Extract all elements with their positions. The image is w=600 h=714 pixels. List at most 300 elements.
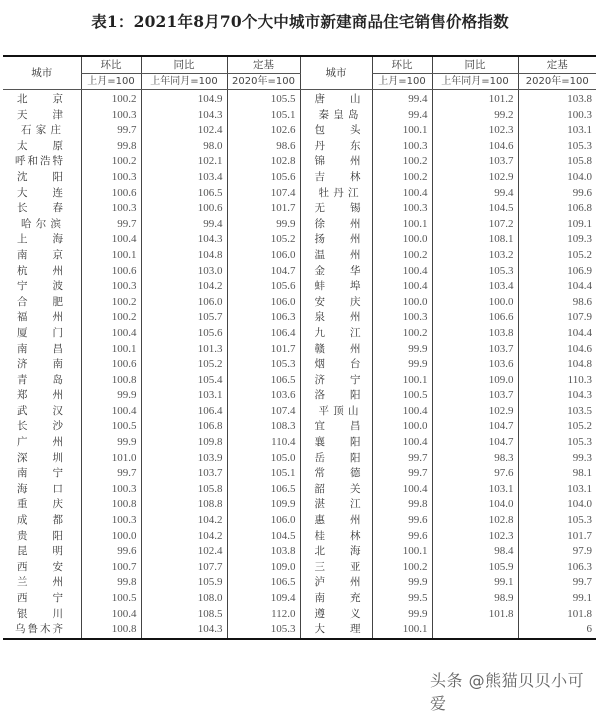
fixed-value-left: 106.5	[227, 373, 300, 389]
table-row	[3, 170, 596, 186]
city-name-left	[3, 497, 81, 513]
city-name-left	[3, 607, 81, 623]
city-name-left	[3, 575, 81, 591]
city-label: 西安	[17, 560, 63, 573]
yoy-value-right: 98.9	[432, 591, 518, 607]
table-row	[3, 388, 596, 404]
fixed-value-right: 98.1	[518, 466, 596, 482]
yoy-value-right: 103.1	[432, 482, 518, 498]
yoy-value-right: 97.6	[432, 466, 518, 482]
table-row	[3, 404, 596, 420]
mom-value-right: 99.9	[372, 342, 432, 358]
city-label: 郑州	[17, 389, 63, 402]
city-name-right	[300, 357, 372, 373]
city-label: 桂林	[314, 529, 361, 542]
yoy-value-right: 98.3	[432, 451, 518, 467]
city-name-right	[300, 373, 372, 389]
city-name-left	[3, 264, 81, 280]
yoy-value-left: 104.2	[141, 513, 227, 529]
yoy-value-left: 106.8	[141, 419, 227, 435]
fixed-value-right: 106.9	[518, 264, 596, 280]
yoy-value-right: 108.1	[432, 232, 518, 248]
city-label: 武汉	[17, 404, 63, 417]
yoy-value-left: 104.2	[141, 279, 227, 295]
yoy-value-left: 103.0	[141, 264, 227, 280]
city-label: 南京	[17, 248, 63, 261]
fixed-value-left: 105.5	[227, 90, 300, 108]
mom-value-left: 100.3	[81, 513, 141, 529]
mom-value-right: 99.6	[372, 529, 432, 545]
fixed-value-left: 110.4	[227, 435, 300, 451]
city-name-right	[300, 404, 372, 420]
city-name-right	[300, 186, 372, 202]
yoy-value-right: 98.4	[432, 544, 518, 560]
city-label: 宁波	[17, 280, 63, 293]
mom-value-left: 99.7	[81, 217, 141, 233]
mom-value-left: 100.2	[81, 310, 141, 326]
table-row	[3, 154, 596, 170]
table-row	[3, 326, 596, 342]
yoy-value-right: 103.4	[432, 279, 518, 295]
yoy-value-right: 103.8	[432, 326, 518, 342]
header-mom-base-left: 上月=100	[81, 74, 141, 90]
table-row	[3, 607, 596, 623]
fixed-value-left: 109.4	[227, 591, 300, 607]
fixed-value-right: 6	[518, 622, 596, 639]
city-name-right	[300, 201, 372, 217]
city-name-right	[300, 544, 372, 560]
city-name-left	[3, 466, 81, 482]
yoy-value-right: 104.7	[432, 419, 518, 435]
fixed-value-left: 106.5	[227, 575, 300, 591]
header-fixed-base-right: 2020年=100	[518, 74, 596, 90]
fixed-value-right: 104.8	[518, 357, 596, 373]
table-row	[3, 560, 596, 576]
mom-value-left: 99.9	[81, 388, 141, 404]
yoy-value-left: 108.5	[141, 607, 227, 623]
city-label: 泉州	[314, 311, 361, 324]
fixed-value-right: 104.3	[518, 388, 596, 404]
city-name-right	[300, 435, 372, 451]
yoy-value-right: 106.6	[432, 310, 518, 326]
yoy-value-left: 108.0	[141, 591, 227, 607]
fixed-value-left: 106.4	[227, 326, 300, 342]
table-row	[3, 342, 596, 358]
city-label: 兰州	[17, 576, 63, 589]
city-label: 太原	[17, 139, 63, 152]
city-name-right	[300, 575, 372, 591]
yoy-value-right: 101.2	[432, 90, 518, 108]
city-label: 西宁	[17, 592, 63, 604]
table-row	[3, 575, 596, 591]
city-label: 常德	[314, 467, 361, 480]
header-fixed-base-left: 2020年=100	[227, 74, 300, 90]
city-label: 昆明	[17, 545, 63, 558]
city-label: 石家庄	[21, 124, 61, 137]
city-label: 天津	[17, 108, 63, 121]
table-body	[3, 90, 596, 639]
city-label: 惠州	[314, 514, 361, 527]
city-label: 赣州	[314, 342, 361, 355]
city-label: 唐山	[314, 93, 361, 105]
fixed-value-right: 98.6	[518, 295, 596, 311]
mom-value-right: 100.4	[372, 435, 432, 451]
mom-value-right: 99.6	[372, 513, 432, 529]
table-row	[3, 139, 596, 155]
table-row	[3, 451, 596, 467]
yoy-value-right: 104.0	[432, 497, 518, 513]
city-label: 襄阳	[314, 436, 361, 449]
table-row	[3, 513, 596, 529]
fixed-value-left: 105.1	[227, 466, 300, 482]
city-name-left	[3, 170, 81, 186]
mom-value-right: 100.1	[372, 622, 432, 639]
city-label: 长春	[17, 202, 63, 215]
city-name-right	[300, 264, 372, 280]
mom-value-right: 100.3	[372, 201, 432, 217]
city-name-left	[3, 373, 81, 389]
header-fixed-right: 定基	[518, 56, 596, 74]
yoy-value-right: 99.1	[432, 575, 518, 591]
city-name-left	[3, 279, 81, 295]
fixed-value-left: 105.2	[227, 232, 300, 248]
table-row	[3, 310, 596, 326]
fixed-value-left: 103.8	[227, 544, 300, 560]
fixed-value-right: 101.8	[518, 607, 596, 623]
city-label: 宜昌	[314, 420, 361, 433]
mom-value-right: 99.7	[372, 451, 432, 467]
yoy-value-left: 105.9	[141, 575, 227, 591]
yoy-value-left: 106.5	[141, 186, 227, 202]
yoy-value-left: 107.7	[141, 560, 227, 576]
city-label: 秦皇岛	[318, 108, 359, 121]
mom-value-right: 100.5	[372, 388, 432, 404]
city-label: 乌鲁木齐	[15, 623, 63, 636]
city-label: 广州	[17, 436, 63, 449]
fixed-value-right: 97.9	[518, 544, 596, 560]
fixed-value-left: 105.0	[227, 451, 300, 467]
yoy-value-right: 103.2	[432, 248, 518, 264]
city-label: 杭州	[17, 264, 63, 277]
mom-value-left: 100.8	[81, 622, 141, 639]
city-name-left	[3, 123, 81, 139]
city-name-left	[3, 529, 81, 545]
city-label: 上海	[17, 233, 63, 246]
header-mom-left: 环比	[81, 56, 141, 74]
header-city-right: 城市	[300, 56, 372, 90]
city-label: 南昌	[17, 342, 63, 355]
mom-value-right: 100.0	[372, 232, 432, 248]
yoy-value-right: 103.7	[432, 388, 518, 404]
table-row	[3, 201, 596, 217]
city-name-left	[3, 513, 81, 529]
fixed-value-left: 106.0	[227, 295, 300, 311]
yoy-value-right: 100.0	[432, 295, 518, 311]
yoy-value-right: 109.0	[432, 373, 518, 389]
city-name-left	[3, 451, 81, 467]
city-label: 扬州	[314, 233, 361, 246]
city-label: 青岛	[17, 373, 63, 386]
table-row	[3, 482, 596, 498]
city-label: 徐州	[314, 217, 361, 230]
mom-value-left: 100.5	[81, 591, 141, 607]
yoy-value-right: 102.9	[432, 170, 518, 186]
fixed-value-right: 105.2	[518, 419, 596, 435]
yoy-value-left: 103.4	[141, 170, 227, 186]
fixed-value-left: 104.5	[227, 529, 300, 545]
mom-value-right: 99.4	[372, 108, 432, 124]
table-row	[3, 419, 596, 435]
fixed-value-left: 106.3	[227, 310, 300, 326]
yoy-value-right: 107.2	[432, 217, 518, 233]
header-mom-right: 环比	[372, 56, 432, 74]
mom-value-right: 100.3	[372, 310, 432, 326]
yoy-value-right: 102.3	[432, 529, 518, 545]
city-name-left	[3, 232, 81, 248]
mom-value-left: 100.0	[81, 529, 141, 545]
city-label: 南宁	[17, 467, 63, 480]
yoy-value-right: 105.3	[432, 264, 518, 280]
fixed-value-right: 99.3	[518, 451, 596, 467]
yoy-value-left: 106.0	[141, 295, 227, 311]
table-row	[3, 373, 596, 389]
mom-value-left: 100.4	[81, 326, 141, 342]
mom-value-left: 100.4	[81, 607, 141, 623]
mom-value-left: 100.5	[81, 419, 141, 435]
city-name-right	[300, 310, 372, 326]
fixed-value-left: 102.6	[227, 123, 300, 139]
city-name-left	[3, 108, 81, 124]
yoy-value-left: 103.9	[141, 451, 227, 467]
mom-value-left: 100.2	[81, 90, 141, 108]
city-name-right	[300, 513, 372, 529]
mom-value-right: 100.4	[372, 279, 432, 295]
header-yoy-right: 同比	[432, 56, 518, 74]
fixed-value-right: 100.3	[518, 108, 596, 124]
fixed-value-left: 105.6	[227, 170, 300, 186]
yoy-value-left: 104.3	[141, 622, 227, 639]
city-label: 哈尔滨	[21, 217, 61, 230]
city-name-right	[300, 591, 372, 607]
mom-value-left: 100.3	[81, 482, 141, 498]
mom-value-left: 99.6	[81, 544, 141, 560]
city-name-left	[3, 310, 81, 326]
yoy-value-left: 104.9	[141, 90, 227, 108]
yoy-value-right	[432, 622, 518, 639]
table-row	[3, 248, 596, 264]
mom-value-right: 100.2	[372, 170, 432, 186]
fixed-value-left: 109.0	[227, 560, 300, 576]
city-label: 深圳	[17, 451, 63, 464]
table-row	[3, 591, 596, 607]
yoy-value-left: 105.2	[141, 357, 227, 373]
mom-value-right: 100.2	[372, 326, 432, 342]
mom-value-right: 100.4	[372, 264, 432, 280]
mom-value-right: 100.1	[372, 123, 432, 139]
city-label: 济宁	[314, 373, 361, 386]
city-label: 南充	[314, 592, 361, 604]
fixed-value-right: 109.1	[518, 217, 596, 233]
mom-value-left: 100.6	[81, 186, 141, 202]
fixed-value-right: 104.4	[518, 326, 596, 342]
city-label: 呼和浩特	[15, 155, 63, 168]
fixed-value-right: 105.3	[518, 513, 596, 529]
mom-value-right: 99.9	[372, 357, 432, 373]
city-name-right	[300, 482, 372, 498]
yoy-value-left: 105.8	[141, 482, 227, 498]
city-label: 成都	[17, 514, 63, 527]
mom-value-left: 100.1	[81, 248, 141, 264]
header-yoy-left: 同比	[141, 56, 227, 74]
fixed-value-left: 105.1	[227, 108, 300, 124]
fixed-value-right: 109.3	[518, 232, 596, 248]
table-row	[3, 123, 596, 139]
header-yoy-base-right: 上年同月=100	[432, 74, 518, 90]
yoy-value-right: 102.3	[432, 123, 518, 139]
mom-value-left: 100.6	[81, 264, 141, 280]
city-name-left	[3, 560, 81, 576]
city-name-right	[300, 622, 372, 639]
fixed-value-left: 102.8	[227, 154, 300, 170]
yoy-value-right: 104.7	[432, 435, 518, 451]
city-label: 无锡	[314, 202, 361, 215]
city-label: 丹东	[314, 139, 361, 152]
city-label: 安庆	[314, 295, 361, 308]
fixed-value-right: 99.1	[518, 591, 596, 607]
mom-value-left: 100.4	[81, 404, 141, 420]
mom-value-left: 100.3	[81, 108, 141, 124]
watermark: 头条 @熊猫贝贝小可爱	[430, 671, 585, 713]
mom-value-left: 100.3	[81, 170, 141, 186]
fixed-value-right: 105.3	[518, 435, 596, 451]
mom-value-left: 100.6	[81, 357, 141, 373]
fixed-value-right: 105.3	[518, 139, 596, 155]
yoy-value-right: 102.8	[432, 513, 518, 529]
city-label: 温州	[314, 248, 361, 261]
table-row	[3, 529, 596, 545]
table-row	[3, 466, 596, 482]
city-label: 大理	[314, 623, 361, 636]
mom-value-left: 100.8	[81, 373, 141, 389]
city-name-left	[3, 139, 81, 155]
fixed-value-left: 99.9	[227, 217, 300, 233]
yoy-value-right: 102.9	[432, 404, 518, 420]
city-name-left	[3, 154, 81, 170]
city-label: 长沙	[17, 420, 63, 433]
mom-value-left: 100.1	[81, 342, 141, 358]
yoy-value-left: 109.8	[141, 435, 227, 451]
mom-value-right: 100.0	[372, 419, 432, 435]
fixed-value-right: 99.6	[518, 186, 596, 202]
fixed-value-right: 104.6	[518, 342, 596, 358]
fixed-value-right: 103.8	[518, 90, 596, 108]
yoy-value-left: 108.8	[141, 497, 227, 513]
city-name-left	[3, 544, 81, 560]
mom-value-right: 99.5	[372, 591, 432, 607]
header-mom-base-right: 上月=100	[372, 74, 432, 90]
price-index-table	[3, 55, 596, 640]
yoy-value-right: 104.6	[432, 139, 518, 155]
mom-value-right: 100.2	[372, 248, 432, 264]
city-name-right	[300, 170, 372, 186]
city-name-right	[300, 139, 372, 155]
table-row	[3, 186, 596, 202]
fixed-value-left: 109.9	[227, 497, 300, 513]
city-label: 北京	[17, 93, 63, 105]
city-name-right	[300, 342, 372, 358]
fixed-value-right: 104.0	[518, 170, 596, 186]
city-label: 包头	[314, 124, 361, 137]
city-name-left	[3, 388, 81, 404]
yoy-value-right: 104.5	[432, 201, 518, 217]
city-name-left	[3, 186, 81, 202]
mom-value-left: 99.9	[81, 435, 141, 451]
yoy-value-left: 102.1	[141, 154, 227, 170]
city-name-left	[3, 248, 81, 264]
mom-value-left: 100.8	[81, 497, 141, 513]
city-name-left	[3, 591, 81, 607]
fixed-value-left: 105.3	[227, 622, 300, 639]
city-name-right	[300, 295, 372, 311]
city-name-right	[300, 497, 372, 513]
table-title: 表1：2021年8月70个大中城市新建商品住宅销售价格指数	[91, 12, 509, 31]
city-label: 济南	[17, 358, 63, 371]
yoy-value-left: 102.4	[141, 123, 227, 139]
mom-value-right: 100.4	[372, 404, 432, 420]
yoy-value-left: 98.0	[141, 139, 227, 155]
city-label: 平顶山	[318, 404, 359, 417]
city-name-right	[300, 388, 372, 404]
fixed-value-right: 99.7	[518, 575, 596, 591]
mom-value-left: 100.4	[81, 232, 141, 248]
mom-value-right: 100.1	[372, 217, 432, 233]
yoy-value-left: 104.2	[141, 529, 227, 545]
city-label: 九江	[314, 326, 361, 339]
fixed-value-right: 103.1	[518, 123, 596, 139]
fixed-value-left: 98.6	[227, 139, 300, 155]
fixed-value-right: 103.5	[518, 404, 596, 420]
city-name-left	[3, 435, 81, 451]
city-name-left	[3, 419, 81, 435]
fixed-value-left: 106.5	[227, 482, 300, 498]
fixed-value-right: 104.4	[518, 279, 596, 295]
city-label: 福州	[17, 311, 63, 324]
city-label: 重庆	[17, 498, 63, 511]
fixed-value-left: 101.7	[227, 201, 300, 217]
mom-value-left: 100.7	[81, 560, 141, 576]
yoy-value-right: 105.9	[432, 560, 518, 576]
mom-value-right: 100.4	[372, 186, 432, 202]
table-row	[3, 90, 596, 108]
city-name-right	[300, 326, 372, 342]
fixed-value-left: 112.0	[227, 607, 300, 623]
fixed-value-left: 107.4	[227, 404, 300, 420]
city-name-right	[300, 529, 372, 545]
mom-value-right: 100.0	[372, 295, 432, 311]
header-yoy-base-left: 上年同月=100	[141, 74, 227, 90]
city-label: 岳阳	[314, 451, 361, 464]
mom-value-right: 100.2	[372, 560, 432, 576]
yoy-value-right: 99.4	[432, 186, 518, 202]
yoy-value-left: 103.7	[141, 466, 227, 482]
fixed-value-right: 107.9	[518, 310, 596, 326]
city-label: 泸州	[314, 576, 361, 589]
table-row	[3, 264, 596, 280]
fixed-value-left: 108.3	[227, 419, 300, 435]
fixed-value-left: 107.4	[227, 186, 300, 202]
city-label: 吉林	[314, 170, 361, 183]
yoy-value-right: 103.7	[432, 154, 518, 170]
